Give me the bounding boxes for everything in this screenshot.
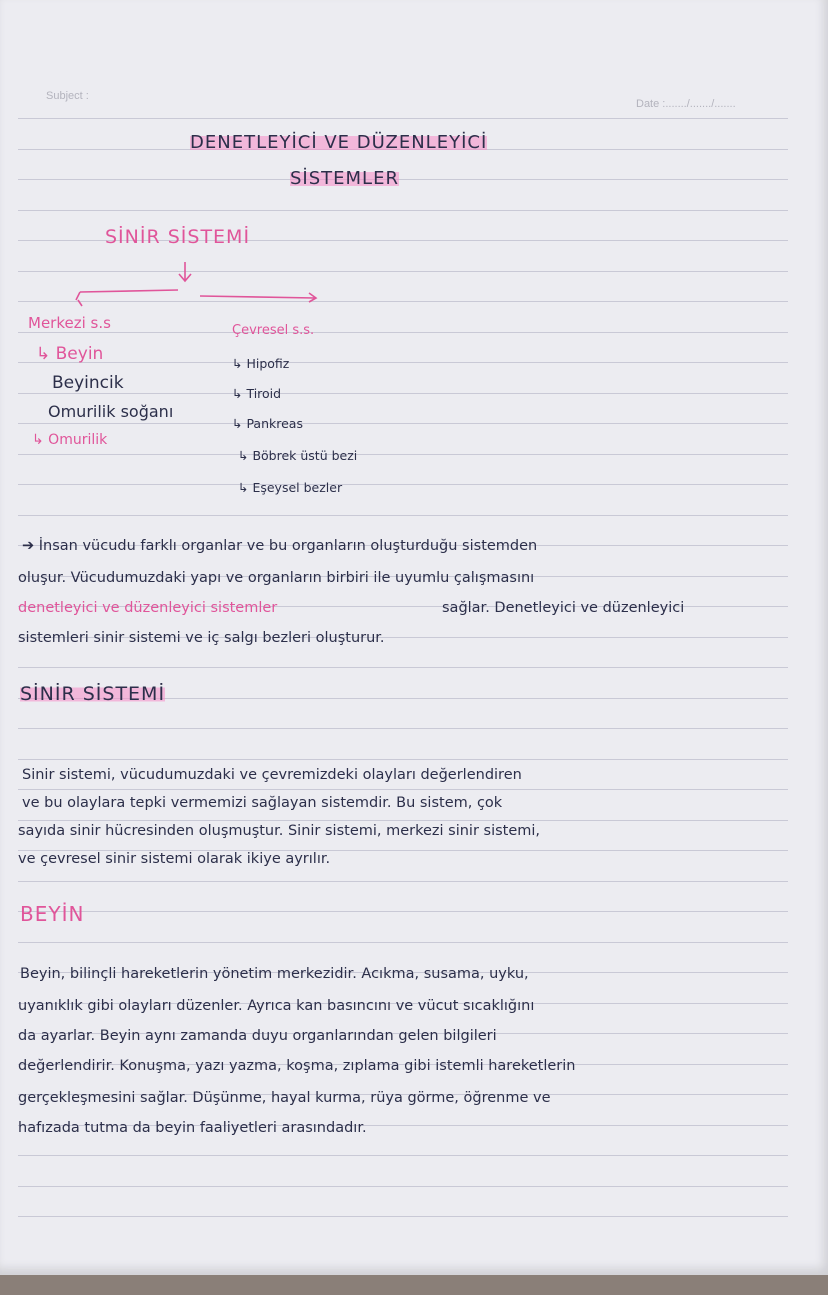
intro-line: ➔ İnsan vücudu farklı organlar ve bu organların oluşturduğu sistemden xyxy=(22,538,538,554)
section1-line: ve bu olaylara tepki vermemizi sağlayan sistemdir. Bu sistem, çok xyxy=(22,795,503,811)
ruled-line xyxy=(18,942,788,943)
section2-line: hafızada tutma da beyin faaliyetleri arasındadır. xyxy=(18,1120,367,1136)
page-title-line2: SİSTEMLER xyxy=(290,168,399,189)
diagram-root: SİNİR SİSTEMİ xyxy=(105,226,251,248)
intro-pink-phrase: denetleyici ve düzenleyici sistemler xyxy=(18,600,278,616)
ruled-line xyxy=(18,423,788,424)
central-ns-item: ↳ Beyin xyxy=(36,344,104,364)
subject-label: Subject : xyxy=(46,90,89,102)
ruled-line xyxy=(18,484,788,485)
ruled-line xyxy=(18,820,788,821)
ruled-line xyxy=(18,1155,788,1156)
section1-line: Sinir sistemi, vücudumuzdaki ve çevremizdeki olayları değerlendiren xyxy=(22,767,522,783)
ruled-line xyxy=(18,789,788,790)
peripheral-ns-item: ↳ Tiroid xyxy=(232,386,282,401)
ruled-line xyxy=(18,454,788,455)
peripheral-ns-item: ↳ Hipofiz xyxy=(232,356,290,371)
section-heading-nervous-system: SİNİR SİSTEMİ xyxy=(20,683,166,705)
peripheral-ns-item: ↳ Pankreas xyxy=(232,416,303,431)
section1-line: sayıda sinir hücresinden oluşmuştur. Sinir sistemi, merkezi sinir sistemi, xyxy=(18,823,541,839)
ruled-line xyxy=(18,1186,788,1187)
intro-line: sistemleri sinir sistemi ve iç salgı bezleri oluşturur. xyxy=(18,630,385,646)
central-ns-item: Omurilik soğanı xyxy=(48,402,174,421)
section-heading-brain: BEYİN xyxy=(20,902,85,926)
ruled-line xyxy=(18,393,788,394)
ruled-line xyxy=(18,759,788,760)
intro-line: oluşur. Vücudumuzdaki yapı ve organların birbiri ile uyumlu çalışmasını xyxy=(18,570,535,586)
ruled-line xyxy=(18,1216,788,1217)
date-label: Date :......./......./....... xyxy=(636,98,736,110)
intro-line: sağlar. Denetleyici ve düzenleyici xyxy=(442,600,685,616)
central-ns-item: Beyincik xyxy=(52,373,124,393)
peripheral-ns-item: ↳ Eşeysel bezler xyxy=(238,480,343,495)
ruled-line xyxy=(18,667,788,668)
peripheral-ns-heading: Çevresel s.s. xyxy=(232,323,315,338)
diagram-arrows xyxy=(0,0,828,330)
section2-line: değerlendirir. Konuşma, yazı yazma, koşma, zıplama gibi istemli hareketlerin xyxy=(18,1058,576,1074)
ruled-line xyxy=(18,332,788,333)
section2-line: da ayarlar. Beyin aynı zamanda duyu organlarından gelen bilgileri xyxy=(18,1028,497,1044)
page-title-line1: DENETLEYİCİ VE DÜZENLEYİCİ xyxy=(190,132,488,153)
section2-line: uyanıklık gibi olayları düzenler. Ayrıca kan basıncını ve vücut sıcaklığını xyxy=(18,998,535,1014)
ruled-line xyxy=(18,911,788,912)
ruled-line xyxy=(18,728,788,729)
section2-line: gerçekleşmesini sağlar. Düşünme, hayal kurma, rüya görme, öğrenme ve xyxy=(18,1090,551,1106)
ruled-line xyxy=(18,362,788,363)
central-ns-heading: Merkezi s.s xyxy=(28,314,111,332)
section1-line: ve çevresel sinir sistemi olarak ikiye ayrılır. xyxy=(18,851,331,867)
central-ns-item: ↳ Omurilik xyxy=(32,432,108,448)
peripheral-ns-item: ↳ Böbrek üstü bezi xyxy=(238,448,358,463)
ruled-line xyxy=(18,515,788,516)
ruled-line xyxy=(18,881,788,882)
section2-line: Beyin, bilinçli hareketlerin yönetim merkezidir. Acıkma, susama, uyku, xyxy=(20,966,529,982)
